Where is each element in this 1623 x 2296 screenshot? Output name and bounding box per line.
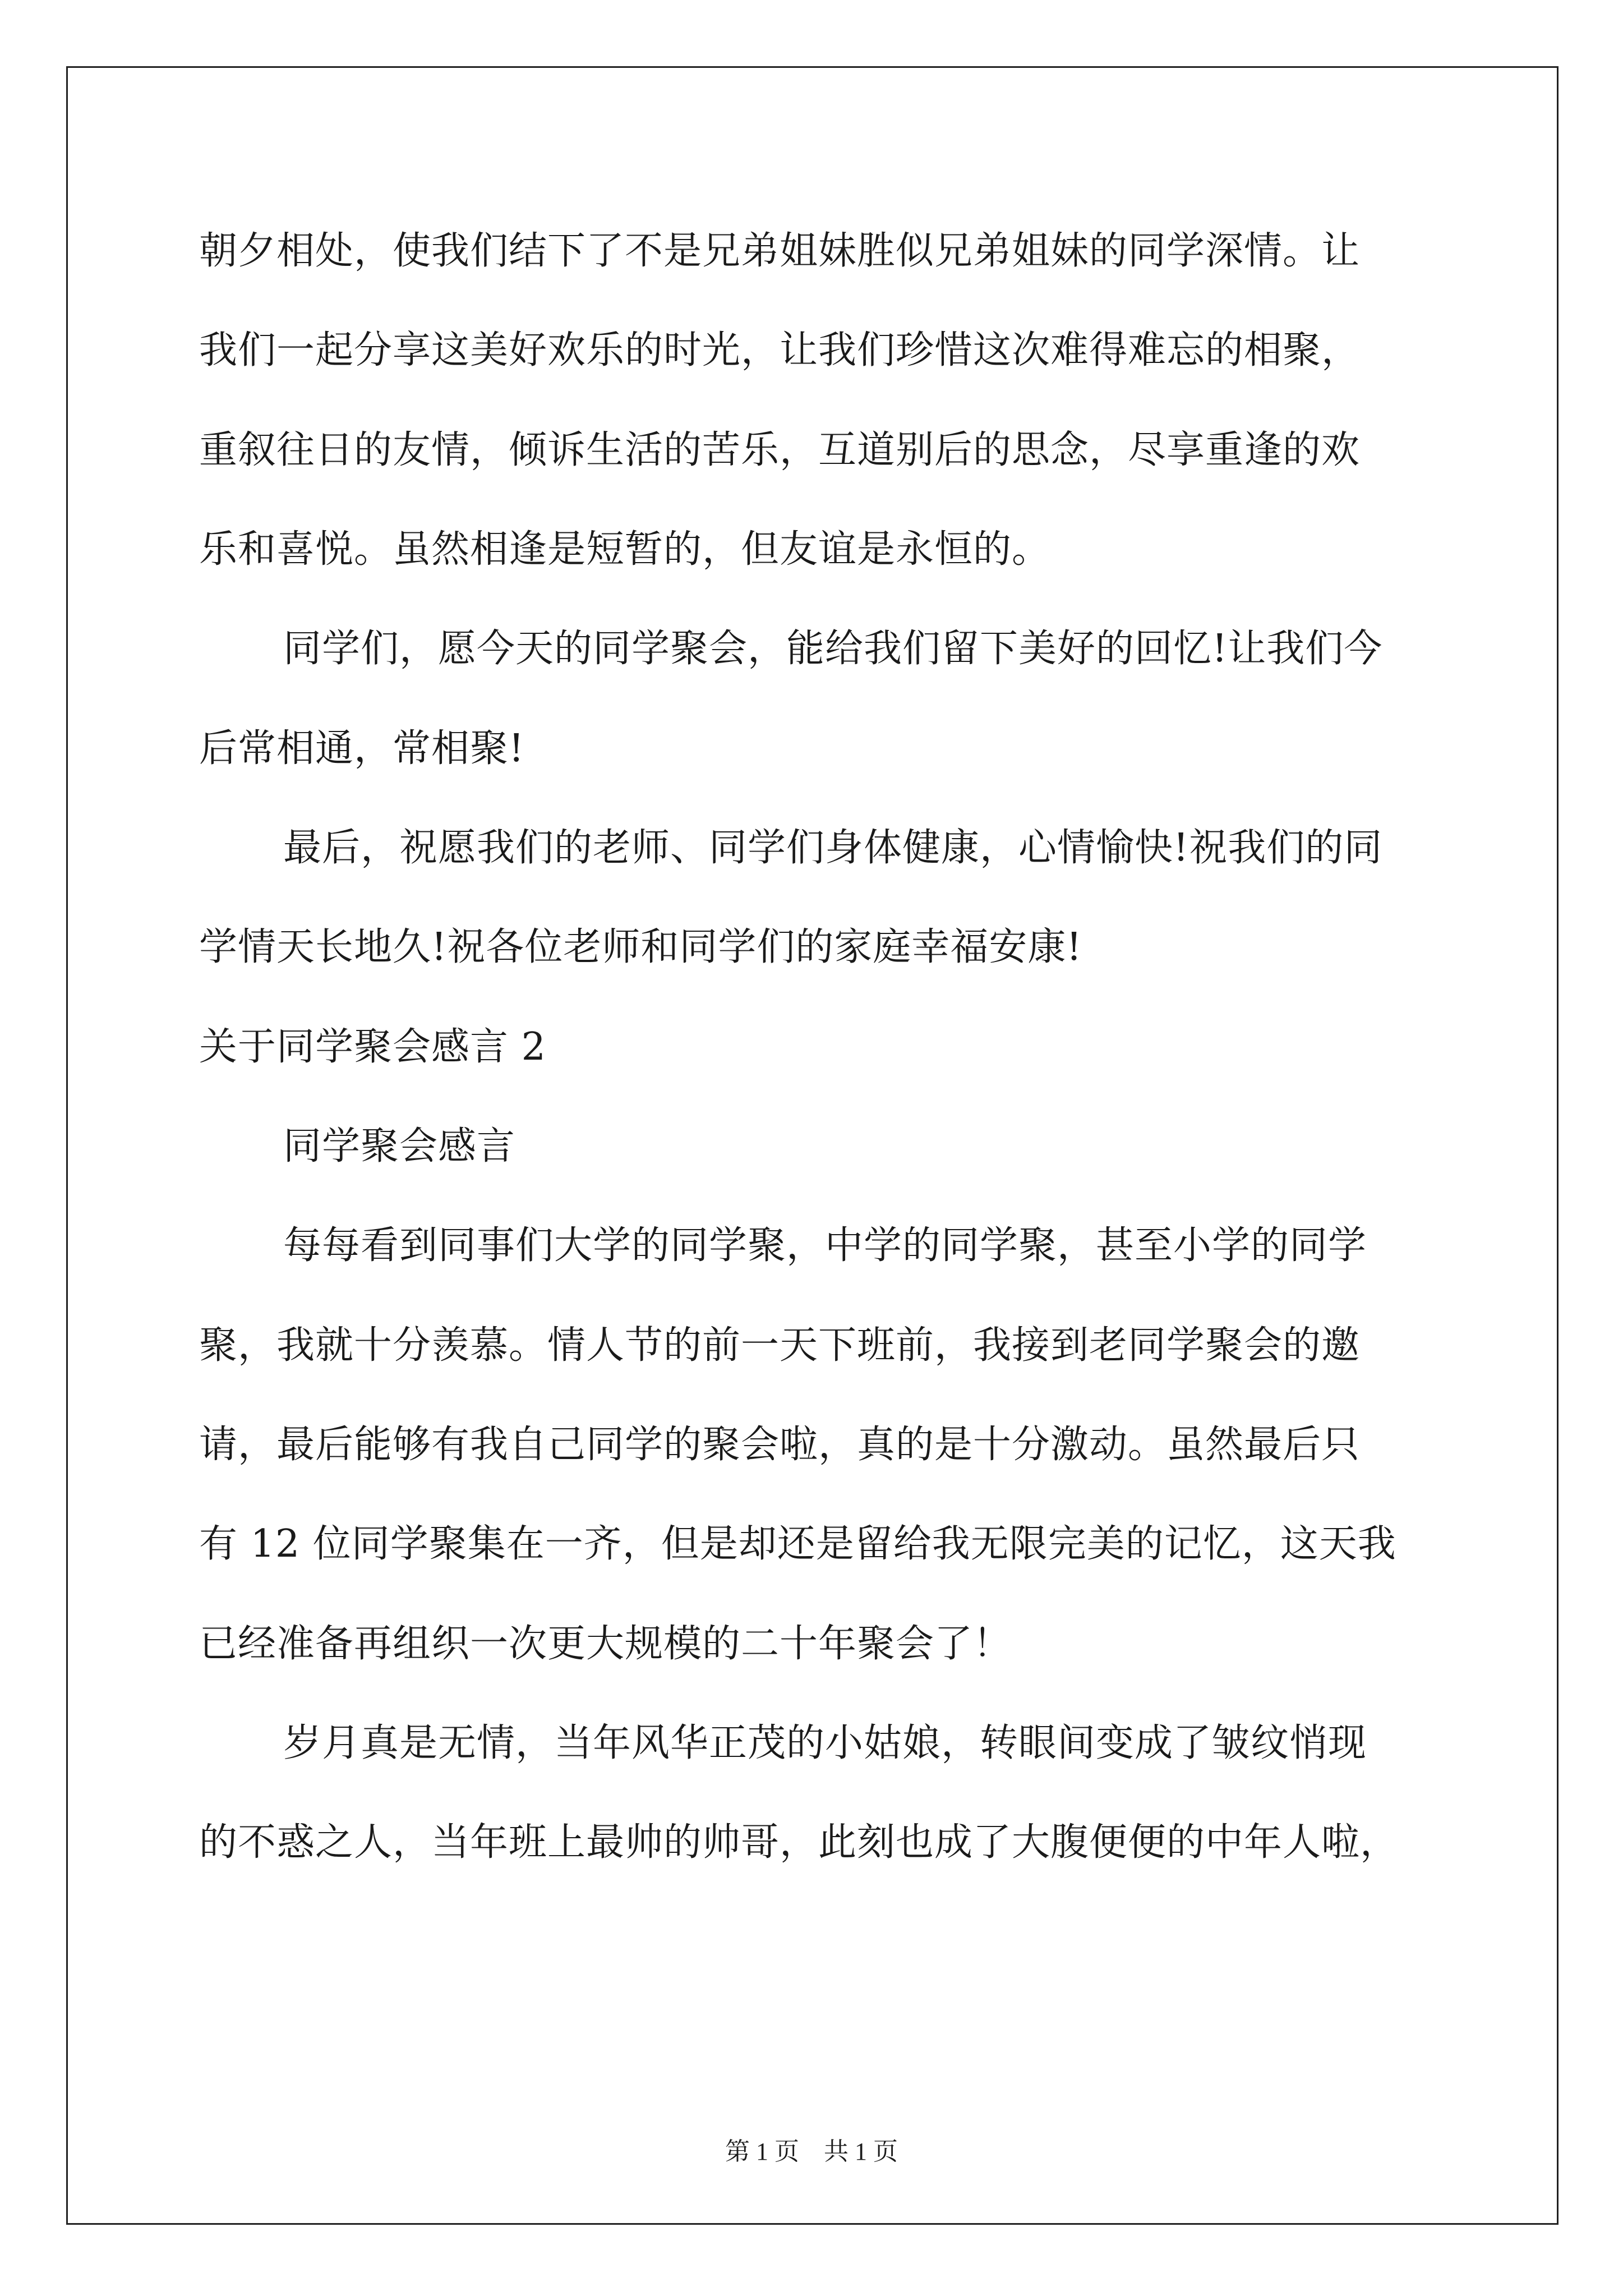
paragraph-line: 已经准备再组织一次更大规模的二十年聚会了！ [199, 1622, 1012, 1666]
page-footer: 第 1 页 共 1 页 [725, 2138, 898, 2165]
paragraph-line: 每每看到同事们大学的同学聚，中学的同学聚，甚至小学的同学 [283, 1223, 1367, 1268]
paragraph-line: 的不惑之人，当年班上最帅的帅哥，此刻也成了大腹便便的中年人啦， [199, 1820, 1399, 1865]
paragraph-line: 同学们，愿今天的同学聚会，能给我们留下美好的回忆!让我们今 [283, 627, 1383, 671]
paragraph-line: 有 12 位同学聚集在一齐，但是却还是留给我无限完美的记忆，这天我 [199, 1522, 1396, 1566]
paragraph-line: 请，最后能够有我自己同学的聚会啦，真的是十分激动。虽然最后只 [199, 1423, 1361, 1467]
paragraph-line: 朝夕相处，使我们结下了不是兄弟姐妹胜似兄弟姐妹的同学深情。让 [199, 229, 1361, 273]
paragraph-line: 后常相通，常相聚! [199, 726, 525, 771]
paragraph-line: 我们一起分享这美好欢乐的时光，让我们珍惜这次难得难忘的相聚， [199, 328, 1361, 372]
paragraph-line: 乐和喜悦。虽然相逢是短暂的，但友谊是永恒的。 [199, 527, 1051, 572]
paragraph-line: 学情天长地久!祝各位老师和同学们的家庭幸福安康! [199, 925, 1082, 969]
paragraph-line: 最后，祝愿我们的老师、同学们身体健康，心情愉快!祝我们的同 [283, 826, 1383, 870]
paragraph-line: 聚，我就十分羡慕。情人节的前一天下班前，我接到老同学聚会的邀 [199, 1323, 1361, 1368]
subheading: 同学聚会感言 [283, 1124, 516, 1168]
paragraph-line: 岁月真是无情，当年风华正茂的小姑娘，转眼间变成了皱纹悄现 [283, 1721, 1367, 1765]
paragraph-line: 重叙往日的友情，倾诉生活的苦乐，互道别后的思念，尽享重逢的欢 [199, 428, 1361, 472]
section-heading: 关于同学聚会感言 2 [199, 1025, 546, 1069]
